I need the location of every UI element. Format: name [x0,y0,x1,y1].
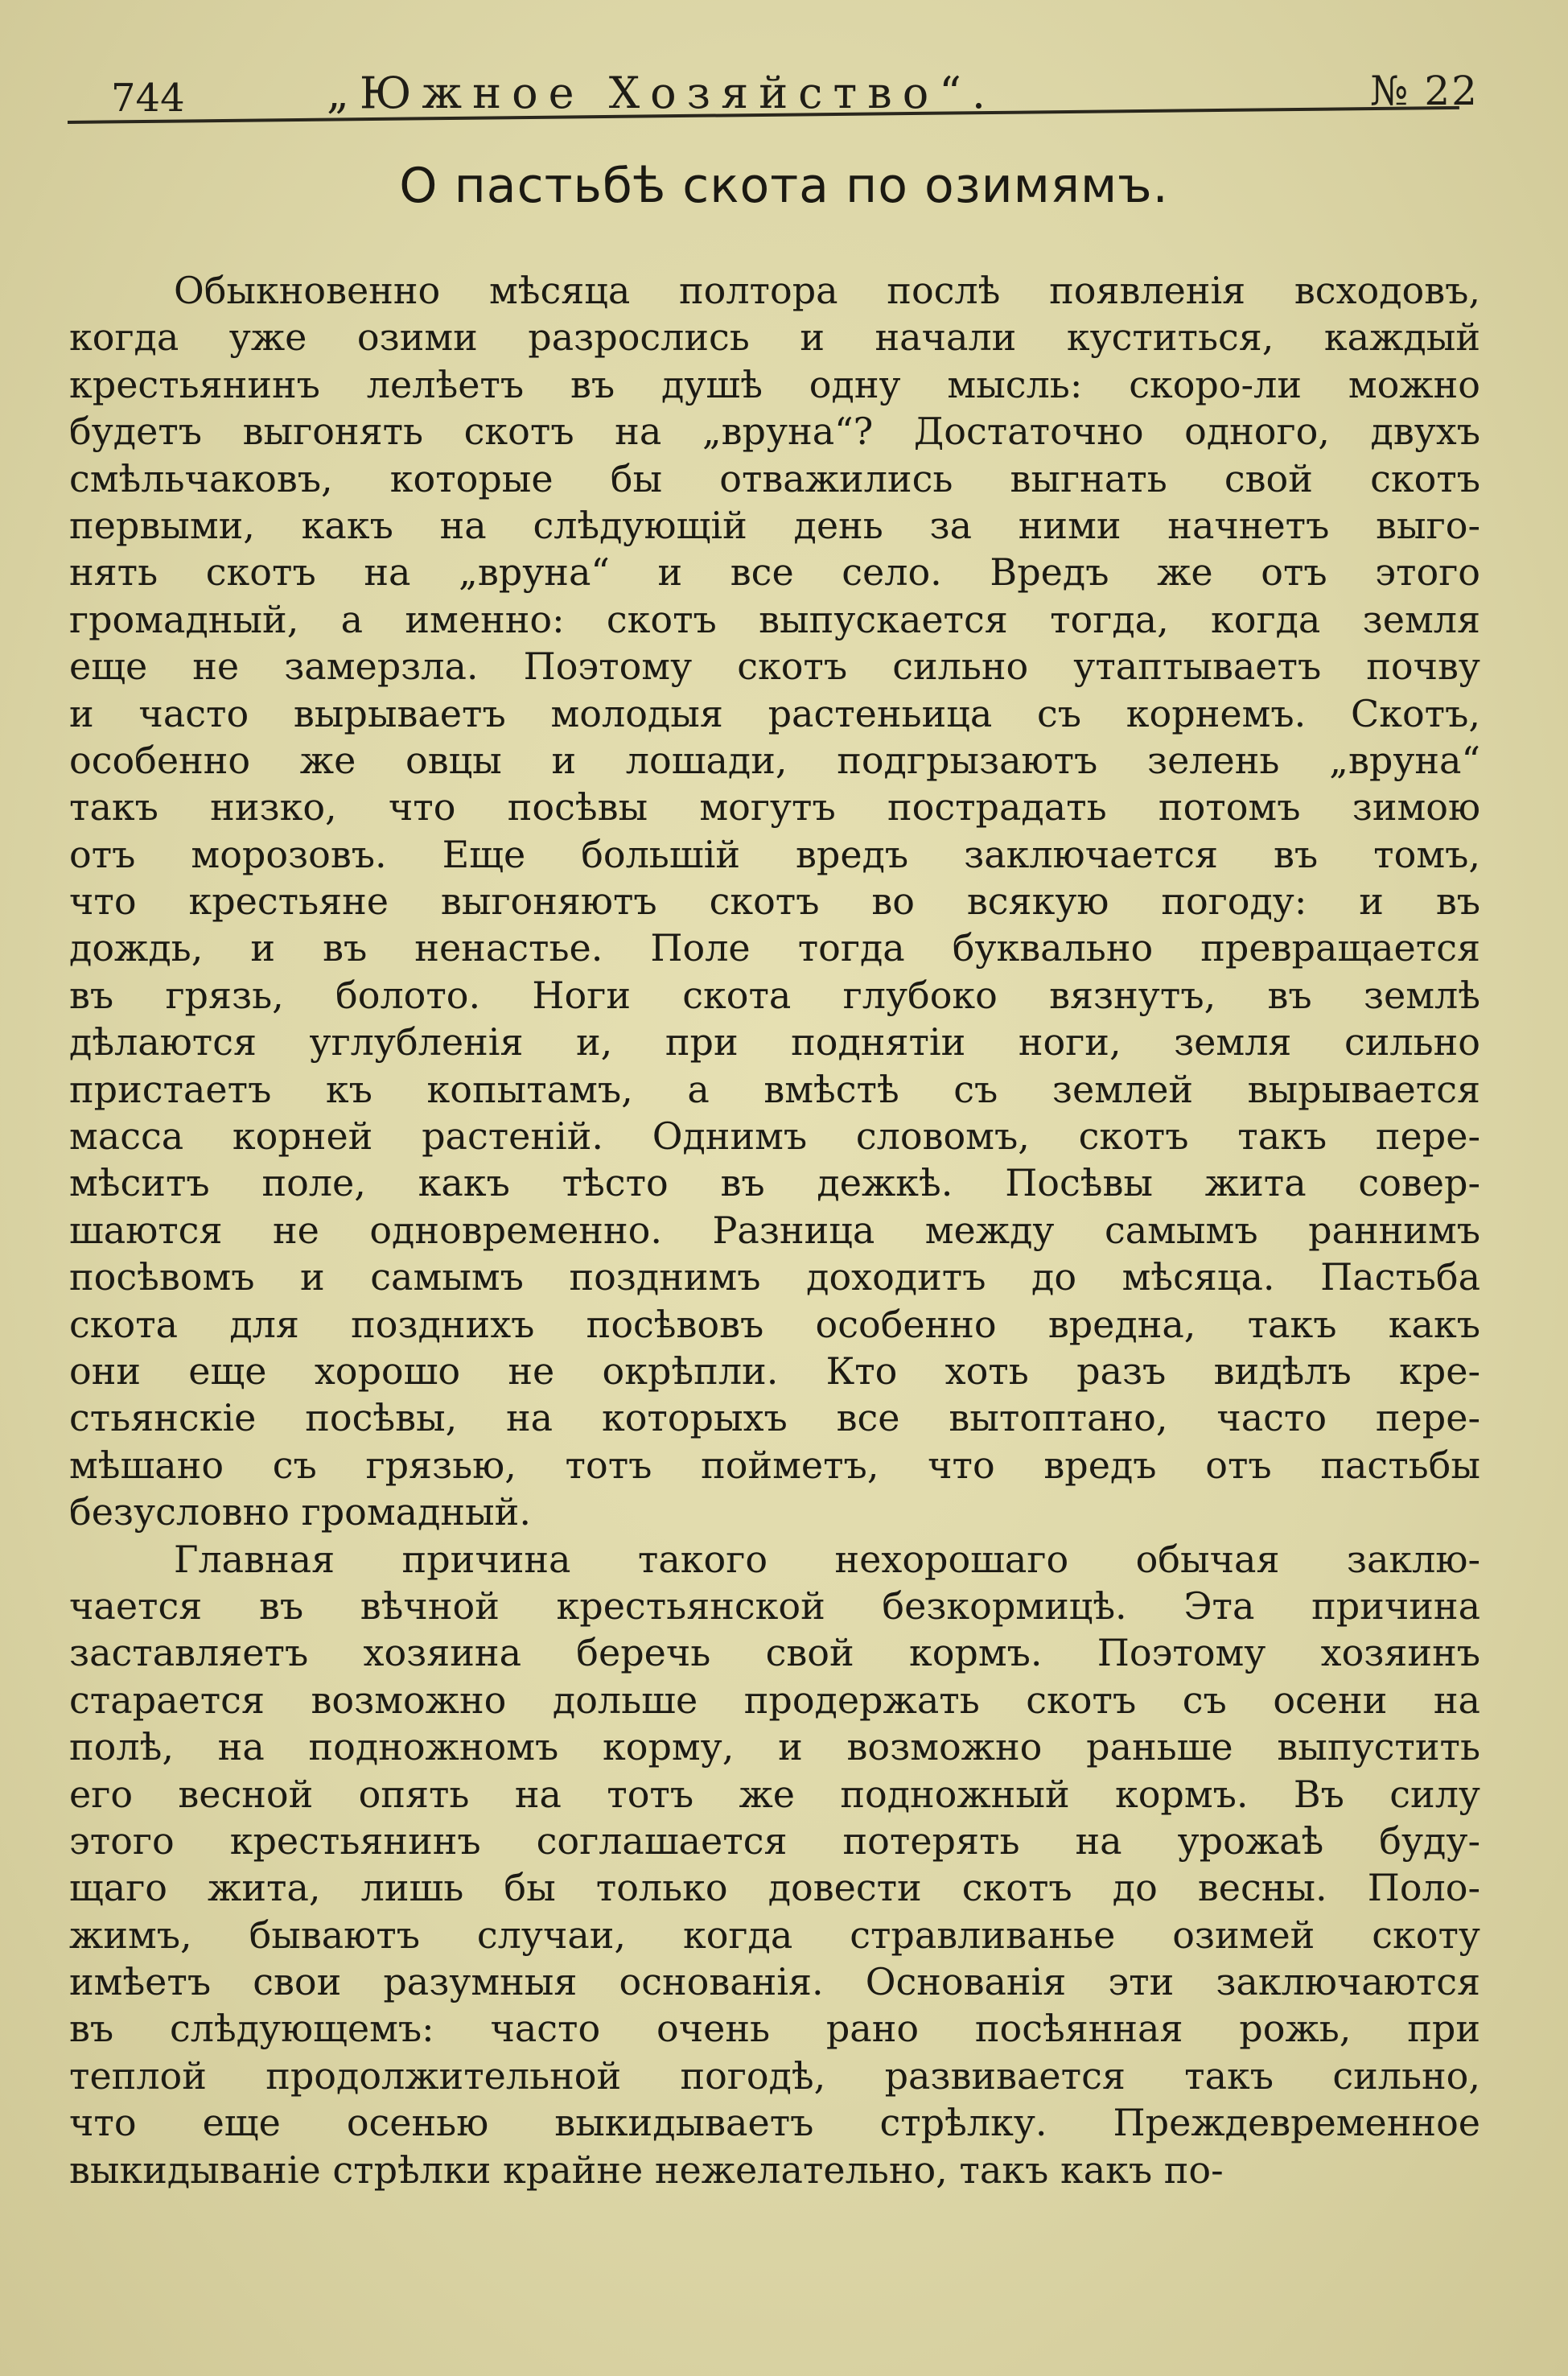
text-line: дождь, и въ ненастье. Поле тогда буквально превращается [69,926,1480,970]
text-line: скота для позднихъ посѣвовъ особенно вредна, такъ какъ [69,1302,1480,1346]
text-line: въ грязь, болото. Ноги скота глубоко вязнутъ, въ землѣ [69,973,1480,1017]
text-line: щаго жита, лишь бы только довести скотъ до весны. Поло- [69,1866,1480,1910]
text-line: имѣетъ свои разумныя основанія. Основанія эти заключаются [69,1960,1480,2004]
text-line: этого крестьянинъ соглашается потерять на урожаѣ буду- [69,1818,1480,1863]
text-line: отъ морозовъ. Еще большій вредъ заключается въ томъ, [69,832,1480,876]
text-line: заставляетъ хозяина беречь свой кормъ. Поэтому хозяинъ [69,1631,1480,1675]
text-line: шаются не одновременно. Разница между самымъ раннимъ [69,1208,1480,1252]
text-line: полѣ, на подножномъ корму, и возможно раньше выпустить [69,1725,1480,1769]
text-line: Обыкновенно мѣсяца полтора послѣ появленія всходовъ, [174,269,1480,312]
text-line: жимъ, бываютъ случаи, когда стравливанье озимей скоту [69,1913,1480,1957]
text-line: первыми, какъ на слѣдующій день за ними начнетъ выго- [69,503,1480,547]
text-line: масса корней растеній. Однимъ словомъ, скотъ такъ пере- [69,1114,1480,1159]
article-title: О пастьбѣ скота по озимямъ. [399,158,1169,214]
text-line: такъ низко, что посѣвы могутъ пострадать потомъ зимою [69,785,1480,830]
text-line: будетъ выгонять скотъ на „вруна“? Достаточно одного, двухъ [69,410,1480,454]
text-line: особенно же овцы и лошади, подгрызаютъ зелень „вруна“ [69,738,1480,782]
text-line: посѣвомъ и самымъ позднимъ доходитъ до мѣсяца. Пастьба [69,1255,1480,1299]
text-line: Главная причина такого нехорошаго обычая заклю- [174,1537,1480,1581]
text-line: крестьянинъ лелѣетъ въ душѣ одну мысль: скоро-ли можно [69,362,1480,406]
text-line: старается возможно дольше продержать скотъ съ осени на [69,1678,1480,1722]
text-line: мѣшано съ грязью, тотъ пойметъ, что вредъ отъ пастьбы [69,1443,1480,1487]
text-line: мѣситъ поле, какъ тѣсто въ дежкѣ. Посѣвы жита совер- [69,1161,1480,1205]
text-line: пристаетъ къ копытамъ, а вмѣстѣ съ землей вырывается [69,1067,1480,1111]
text-line: въ слѣдующемъ: часто очень рано посѣянная рожь, при [69,2007,1480,2051]
article-body [69,267,1480,2193]
text-line: теплой продолжительной погодѣ, развивается такъ сильно, [69,2053,1480,2098]
paragraph [69,1536,1480,2193]
text-line: дѣлаются углубленія и, при поднятіи ноги, земля сильно [69,1020,1480,1064]
text-line: смѣльчаковъ, которые бы отважились выгнать свой скотъ [69,456,1480,500]
text-line: нять скотъ на „вруна“ и все село. Вредъ же отъ этого [69,550,1480,595]
paragraph [69,267,1480,1536]
text-line: что крестьяне выгоняютъ скотъ во всякую погоду: и въ [69,879,1480,924]
text-line: безусловно громадный. [69,1490,531,1534]
journal-title: „Южное Хозяйство“. [327,68,996,118]
text-line: еще не замерзла. Поэтому скотъ сильно утаптываетъ почву [69,644,1480,689]
text-line: стьянскіе посѣвы, на которыхъ все вытоптано, часто пере- [69,1396,1480,1440]
text-line: что еще осенью выкидываетъ стрѣлку. Преждевременное [69,2101,1480,2145]
page-number: 744 [111,76,185,121]
text-line: громадный, а именно: скотъ выпускается тогда, когда земля [69,597,1480,641]
text-line: его весной опять на тотъ же подножный кормъ. Въ силу [69,1772,1480,1816]
text-line: и часто вырываетъ молодыя растеньица съ корнемъ. Скотъ, [69,691,1480,735]
text-line: когда уже озими разрослись и начали куститься, каждый [69,315,1480,360]
text-line: они еще хорошо не окрѣпли. Кто хоть разъ видѣлъ кре- [69,1349,1480,1393]
issue-number: № 22 [1370,68,1479,114]
text-line: выкидываніе стрѣлки крайне нежелательно, такъ какъ по- [69,2147,1224,2192]
text-line: чается въ вѣчной крестьянской безкормицѣ. Эта причина [69,1583,1480,1628]
